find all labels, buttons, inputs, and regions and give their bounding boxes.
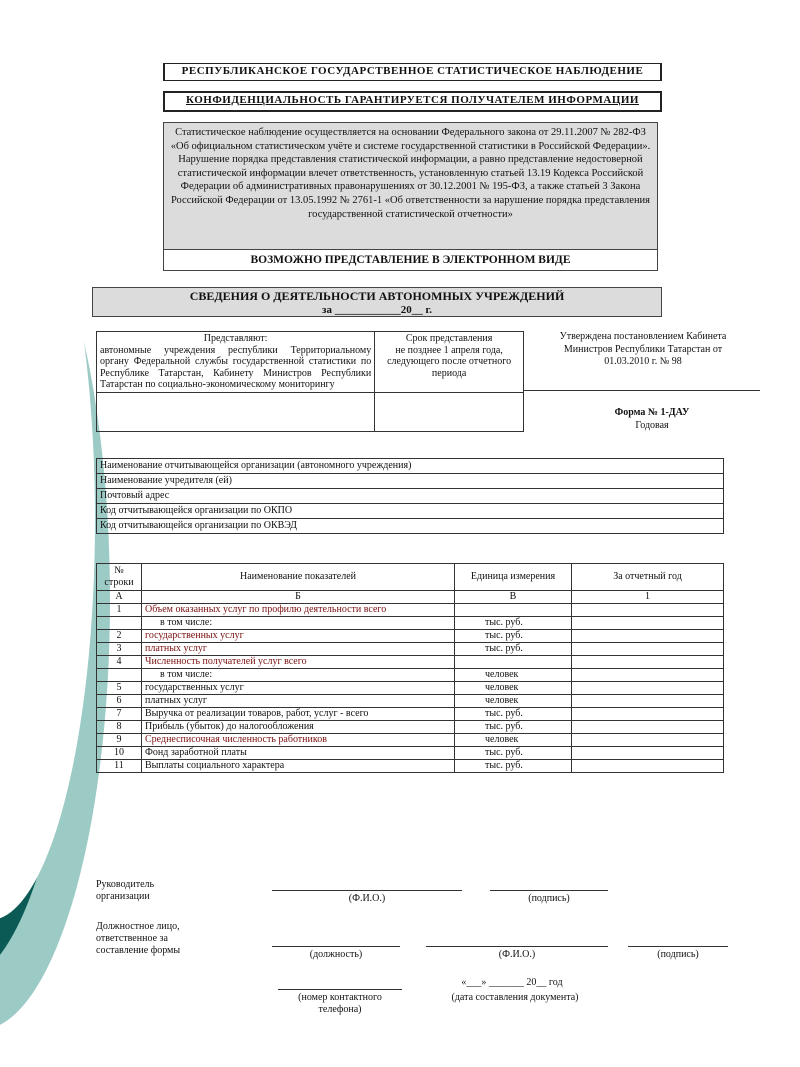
row-unit: человек (455, 695, 572, 708)
row-unit: человек (455, 682, 572, 695)
position-caption: (должность) (309, 949, 363, 960)
col-header-indicator: Наименование показателей (142, 564, 455, 591)
row-value[interactable] (572, 682, 724, 695)
head-sign-line (490, 890, 608, 891)
resp-sign-line (628, 946, 728, 947)
okved-code-field[interactable]: Код отчитывающейся организации по ОКВЭД (97, 519, 724, 534)
form-period: Годовая (635, 420, 669, 431)
table-row (97, 643, 724, 656)
table-row (97, 669, 724, 682)
row-value[interactable] (572, 617, 724, 630)
resp-fio-caption: (Ф.И.О.) (498, 949, 536, 960)
row-unit: тыс. руб. (455, 721, 572, 734)
row-unit: тыс. руб. (455, 630, 572, 643)
deadline-cell (375, 332, 524, 393)
row-value[interactable] (572, 643, 724, 656)
table-row (97, 695, 724, 708)
row-indicator-name: Среднесписочная численность работников (142, 734, 455, 747)
submitters-cell (97, 332, 375, 393)
row-number (97, 617, 142, 630)
confidentiality-banner: КОНФИДЕНЦИАЛЬНОСТЬ ГАРАНТИРУЕТСЯ ПОЛУЧАТЕЛЕМ ИНФОРМАЦИИ (163, 91, 662, 112)
row-unit (455, 604, 572, 617)
organization-table (96, 458, 724, 534)
responsible-label: Должностное лицо, ответственное за составление формы (96, 921, 181, 956)
form-title (92, 287, 662, 317)
row-number: 10 (97, 747, 142, 760)
row-unit: тыс. руб. (455, 617, 572, 630)
row-indicator-name: в том числе: (142, 617, 455, 630)
head-fio-caption: (Ф.И.О.) (348, 893, 386, 904)
col-letter-v: В (455, 591, 572, 604)
submitters-blank (97, 392, 375, 431)
table-row (97, 760, 724, 773)
founder-field[interactable]: Наименование учредителя (ей) (97, 474, 724, 489)
position-line (272, 946, 400, 947)
legal-notice (163, 122, 658, 250)
table-row (97, 721, 724, 734)
row-value[interactable] (572, 695, 724, 708)
indicators-body (97, 604, 724, 773)
okpo-code-field[interactable]: Код отчитывающейся организации по ОКПО (97, 504, 724, 519)
submitters-heading: Представляют: (203, 333, 268, 344)
table-row (97, 617, 724, 630)
table-row (97, 604, 724, 617)
row-unit: человек (455, 669, 572, 682)
resp-sign-caption: (подпись) (657, 949, 699, 960)
table-row (97, 630, 724, 643)
submission-table (96, 331, 524, 432)
org-name-field[interactable]: Наименование отчитывающейся организации (автономного учреждения) (97, 459, 724, 474)
table-row (97, 656, 724, 669)
row-number: 5 (97, 682, 142, 695)
row-unit: тыс. руб. (455, 760, 572, 773)
legal-notice-p1: Статистическое наблюдение осуществляется на основании Федерального закона от 29.11.2007 № 282-ФЗ «Об официальном статистическом учёте и системе государственной статистики в Российской Федерации». (170, 127, 651, 152)
legal-notice-p2: Нарушение порядка представления статистической информации, а равно представление недостоверной статистической информации влечет ответственность, установленную статьей 13.19 Кодекса Российской Федерации об административных правонарушениях от 30.12.2001 № 195-ФЗ, а также статьей 3 Закона Российской Федерации от 13.05.1992 № 2761-1 «Об ответственности за нарушение порядка представления государственной статистической отчетности» (170, 154, 651, 220)
row-number: 7 (97, 708, 142, 721)
survey-type-banner: РЕСПУБЛИКАНСКОЕ ГОСУДАРСТВЕННОЕ СТАТИСТИЧЕСКОЕ НАБЛЮДЕНИЕ (163, 63, 662, 81)
electronic-submission-note: ВОЗМОЖНО ПРЕДСТАВЛЕНИЕ В ЭЛЕКТРОННОМ ВИДЕ (163, 249, 658, 271)
row-value[interactable] (572, 604, 724, 617)
postal-address-field[interactable]: Почтовый адрес (97, 489, 724, 504)
head-sign-caption: (подпись) (528, 893, 570, 904)
col-header-row-no: № строки (97, 564, 142, 591)
table-row (97, 682, 724, 695)
deadline-heading: Срок представления (405, 333, 493, 344)
row-value[interactable] (572, 734, 724, 747)
row-indicator-name: Прибыль (убыток) до налогообложения (142, 721, 455, 734)
phone-line (278, 989, 402, 990)
row-value[interactable] (572, 747, 724, 760)
row-indicator-name: платных услуг (142, 695, 455, 708)
form-identifier (582, 406, 722, 432)
date-caption: (дата составления документа) (451, 992, 579, 1003)
row-indicator-name: государственных услуг (142, 630, 455, 643)
row-number: 2 (97, 630, 142, 643)
table-row (97, 734, 724, 747)
row-value[interactable] (572, 760, 724, 773)
date-line: «___» _______ 20__ год (461, 977, 563, 988)
indicators-table (96, 563, 724, 773)
col-letter-b: Б (142, 591, 455, 604)
form-number: Форма № 1-ДАУ (614, 407, 690, 418)
resp-fio-line (426, 946, 608, 947)
divider (524, 390, 760, 391)
head-fio-line (272, 890, 462, 891)
row-value[interactable] (572, 630, 724, 643)
row-value[interactable] (572, 708, 724, 721)
row-value[interactable] (572, 721, 724, 734)
row-unit (455, 656, 572, 669)
row-indicator-name: платных услуг (142, 643, 455, 656)
col-letter-a: А (97, 591, 142, 604)
row-indicator-name: Фонд заработной платы (142, 747, 455, 760)
row-unit: тыс. руб. (455, 747, 572, 760)
row-unit: тыс. руб. (455, 708, 572, 721)
row-indicator-name: в том числе: (142, 669, 455, 682)
submitters-text: автономные учреждения республики Территориальному органу Федеральной службы государственной статистики по Республике Татарстан, Кабинету Министров Республики Татарстан по социально-экономическому мониторингу (100, 344, 372, 390)
row-number: 6 (97, 695, 142, 708)
table-row (97, 708, 724, 721)
row-unit: тыс. руб. (455, 643, 572, 656)
phone-caption: (номер контактного телефона) (298, 992, 382, 1015)
head-label: Руководитель организации (96, 879, 155, 902)
row-indicator-name: Объем оказанных услуг по профилю деятельности всего (142, 604, 455, 617)
col-header-value: За отчетный год (572, 564, 724, 591)
row-number: 11 (97, 760, 142, 773)
row-indicator-name: Выручка от реализации товаров, работ, услуг - всего (142, 708, 455, 721)
form-title-period: за ____________20__ г. (322, 304, 432, 316)
row-unit: человек (455, 734, 572, 747)
row-number: 4 (97, 656, 142, 669)
approval-note: Утверждена постановлением Кабинета Министров Республики Татарстан от 01.03.2010 г. № 98 (559, 331, 727, 367)
row-number: 1 (97, 604, 142, 617)
table-row (97, 747, 724, 760)
col-header-unit: Единица измерения (455, 564, 572, 591)
row-value[interactable] (572, 656, 724, 669)
row-number: 9 (97, 734, 142, 747)
row-number: 3 (97, 643, 142, 656)
row-indicator-name: Численность получателей услуг всего (142, 656, 455, 669)
deadline-text: не позднее 1 апреля года, следующего после отчетного периода (387, 344, 512, 379)
row-number: 8 (97, 721, 142, 734)
deadline-blank (375, 392, 524, 431)
row-indicator-name: государственных услуг (142, 682, 455, 695)
row-value[interactable] (572, 669, 724, 682)
row-number (97, 669, 142, 682)
row-indicator-name: Выплаты социального характера (142, 760, 455, 773)
col-letter-1: 1 (572, 591, 724, 604)
form-title-line1: СВЕДЕНИЯ О ДЕЯТЕЛЬНОСТИ АВТОНОМНЫХ УЧРЕЖДЕНИЙ (189, 289, 565, 303)
